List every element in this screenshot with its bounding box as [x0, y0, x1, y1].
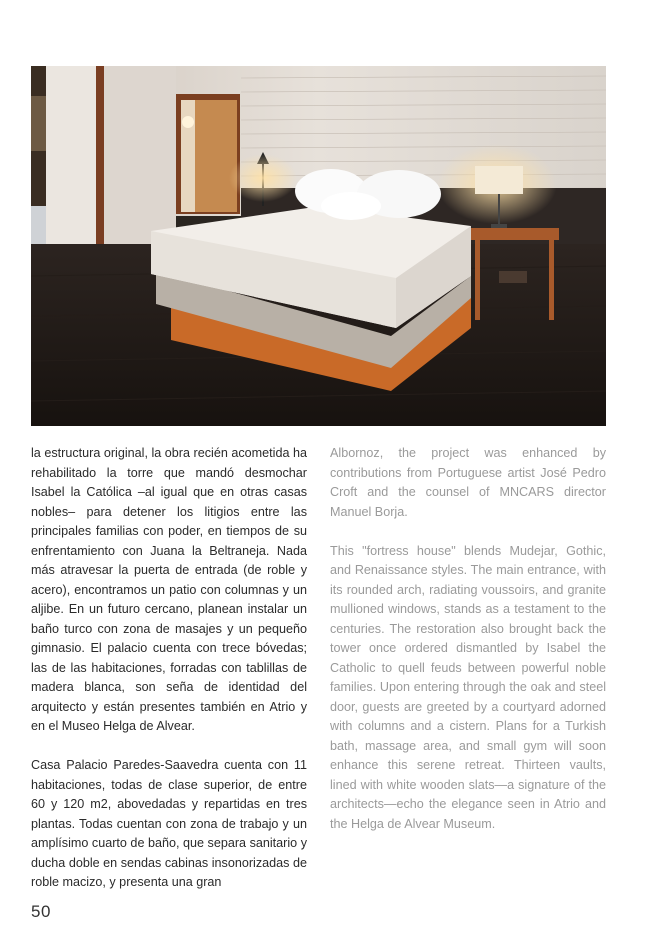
english-column [330, 444, 606, 854]
spanish-column [31, 444, 307, 912]
english-paragraph-2: This "fortress house" blends Mudejar, Gothic, and Renaissance styles. The main entrance, with its rounded arch, radiating voussoirs, and granite mullioned windows, stands as a testament to the centuries. The restoration also brought back the tower once ordered dismantled by Isabel the Catholic to quell feuds between powerful noble families. Upon entering through the oak and steel door, guests are greeted by a courtyard adorned with columns and a cistern. Plans for a Turkish bath, massage area, and small gym will soon enhance this serene retreat. Thirteen vaults, lined with white wooden slats—a signature of the architects—echo the elegance seen in Atrio and the Helga de Alvear Museum. [330, 543, 606, 831]
hotel-room-photo [31, 66, 606, 426]
page-number: 50 [31, 902, 51, 921]
spanish-paragraph-1: la estructura original, la obra recién acometida ha rehabilitado la torre que mandó desmochar Isabel la Católica –al igual que en otras casas nobles– para detener los litigios entre las principales familias con poder, en tiempos de su enfrentamiento con Juana la Beltraneja. Nada más atravesar la puerta de entrada (de roble y acero), encontramos un patio con columnas y un aljibe. En un futuro cercano, planean instalar un baño turco con zona de masajes y un pequeño gimnasio. El palacio cuenta con trece bóvedas; las de las habitaciones, forradas con tablillas de madera blanca, son seña de identidad del arquitecto y están presentes también en Atrio y en el Museo Helga de Alvear. [31, 446, 307, 733]
english-paragraph-1: Albornoz, the project was enhanced by contributions from Portuguese artist José Pedro Croft and the counsel of MNCARS director Manuel Borja. [330, 446, 606, 519]
spanish-paragraph-2: Casa Palacio Paredes-Saavedra cuenta con 11 habitaciones, todas de clase superior, de entre 60 y 120 m2, abovedadas y repartidas en tres plantas. Todas cuentan con zona de trabajo y un amplísimo cuarto de baño, que separa sanitario y ducha doble en sendas cabinas insonorizadas de roble macizo, y presenta una gran [31, 758, 307, 889]
